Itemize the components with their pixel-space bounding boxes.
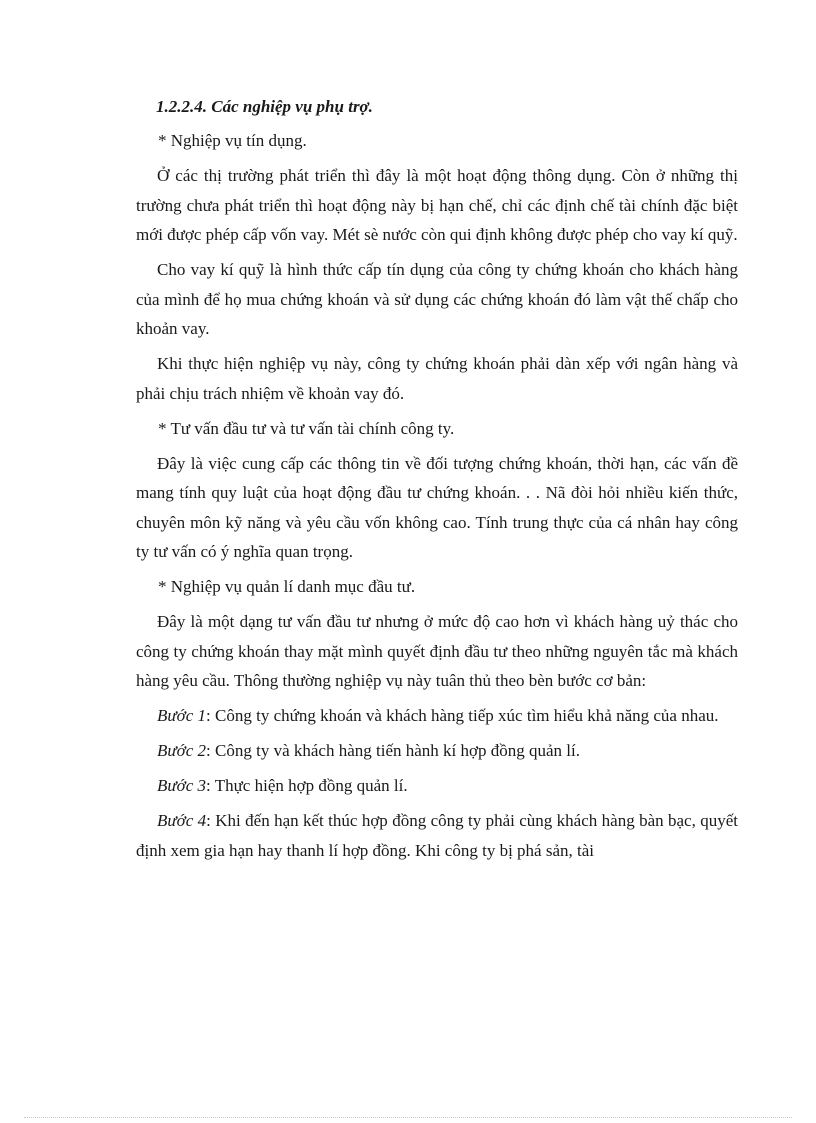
step-2-text: : Công ty và khách hàng tiến hành kí hợp đồng quản lí. [206,741,580,760]
step-2 [136,736,738,766]
step-3-text: : Thực hiện hợp đồng quản lí. [206,776,408,795]
section-heading: 1.2.2.4. Các nghiệp vụ phụ trợ. [156,97,373,116]
step-1-label: Bước 1 [157,706,207,725]
paragraph-portfolio-body: Đây là một dạng tư vấn đầu tư nhưng ở mức độ cao hơn vì khách hàng uỷ thác cho công ty chứng khoán thay mặt mình quyết định đầu tư theo những nguyên tắc mà khách hàng yêu cầu. Thông thường nghiệp vụ này tuân thủ theo bèn bước cơ bản: [136,612,738,690]
paragraph-advisory-body: Đây là việc cung cấp các thông tin về đối tượng chứng khoán, thời hạn, các vấn đề mang tính quy luật của hoạt động đầu tư chứng khoán. . . Nã đòi hỏi nhiều kiến thức, chuyên môn kỹ năng và yêu cầu vốn không cao. Tính trung thực của cá nhân hay công ty tư vấn có ý nghĩa quan trọng. [136,453,738,561]
step-2-label: Bước 2 [157,741,207,760]
paragraph-margin-loan: Cho vay kí quỹ là hình thức cấp tín dụng của công ty chứng khoán cho khách hàng của mình để họ mua chứng khoán và sử dụng các chứng khoán đó làm vật thế chấp cho khoản vay. [136,260,738,338]
step-4-text: : Khi đến hạn kết thúc hợp đồng công ty phải cùng khách hàng bàn bạc, quyết định xem gia hạn hay thanh lí hợp đồng. Khi công ty bị phá sản, tài [136,811,739,860]
step-3 [136,771,738,801]
step-4 [136,806,738,865]
paragraph-portfolio-title: * Nghiệp vụ quản lí danh mục đầu tư. [158,577,416,596]
step-4-label: Bước 4 [157,811,207,830]
page-bottom-rule [24,1117,792,1118]
paragraph-credit-markets: Ở các thị trường phát triển thì đây là một hoạt động thông dụng. Còn ở những thị trường chưa phát triển thì hoạt động này bị hạn chế, chỉ các định chế tài chính đặc biệt mới được phép cấp vốn vay. Mét sè nước còn qui định không được phép cho vay kí quỹ. [136,166,738,244]
paragraph-bank-arrangement: Khi thực hiện nghiệp vụ này, công ty chứng khoán phải dàn xếp với ngân hàng và phải chịu trách nhiệm về khoản vay đó. [136,354,738,403]
step-1-text: : Công ty chứng khoán và khách hàng tiếp xúc tìm hiểu khả năng của nhau. [206,706,719,725]
document-page [136,92,738,871]
paragraph-advisory-title: * Tư vấn đầu tư và tư vấn tài chính công ty. [158,418,455,438]
paragraph-credit-title: * Nghiệp vụ tín dụng. [158,131,307,150]
step-1 [136,701,738,731]
step-3-label: Bước 3 [157,776,207,795]
